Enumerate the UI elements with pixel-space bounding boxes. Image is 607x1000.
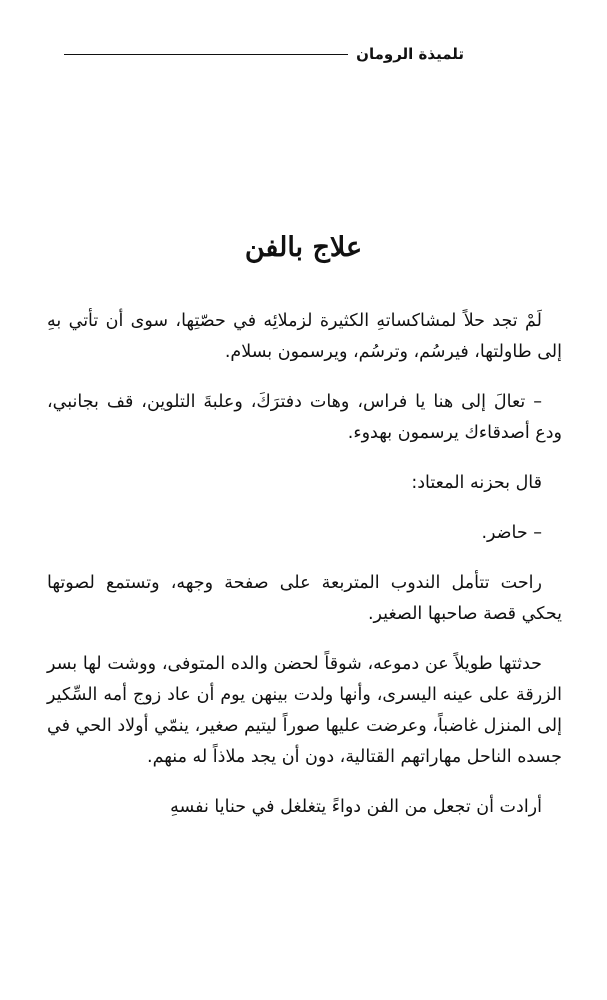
paragraph: حدثتها طويلاً عن دموعه، شوقاً لحضن والده المتوفى، ووشت لها بسر الزرقة على عينه اليسرى، وأنها ولدت بينهن يوم أن عاد زوج أمه السِّكير إلى المنزل غاضباً، وعرضت عليها صوراً ليتيم صغير، ينمّي أولاد الحي في جسده الناحل مهاراتهم القتالية، دون أن يجد ملاذاً له منهم. <box>47 654 562 767</box>
paragraph: – تعالَ إلى هنا يا فراس، وهات دفترَكَ، وعلبةَ التلوين، قف بجانبي، ودع أصدقاءك يرسمون بهدوء. <box>47 392 562 443</box>
paragraph: قال بحزنه المعتاد: <box>411 473 542 493</box>
paragraph: – حاضر. <box>481 523 542 543</box>
header-rule <box>64 54 348 55</box>
book-title: تلميذة الرومان <box>356 45 464 63</box>
paragraph: لَمْ تجد حلاً لمشاكساتهِ الكثيرة لزملائِه في حصّتِها، سوى أن تأتي بهِ إلى طاولتها، فيرسُم، وترسُم، ويرسمون بسلام. <box>47 311 562 362</box>
paragraph: راحت تتأمل الندوب المتربعة على صفحة وجهه، وتستمع لصوتها يحكي قصة صاحبها الصغير. <box>47 573 562 624</box>
running-header <box>64 40 464 68</box>
story-title: علاج بالفن <box>244 232 363 263</box>
story-body <box>47 306 562 836</box>
paragraph: أرادت أن تجعل من الفن دواءً يتغلغل في حنايا نفسهِ <box>170 797 542 817</box>
